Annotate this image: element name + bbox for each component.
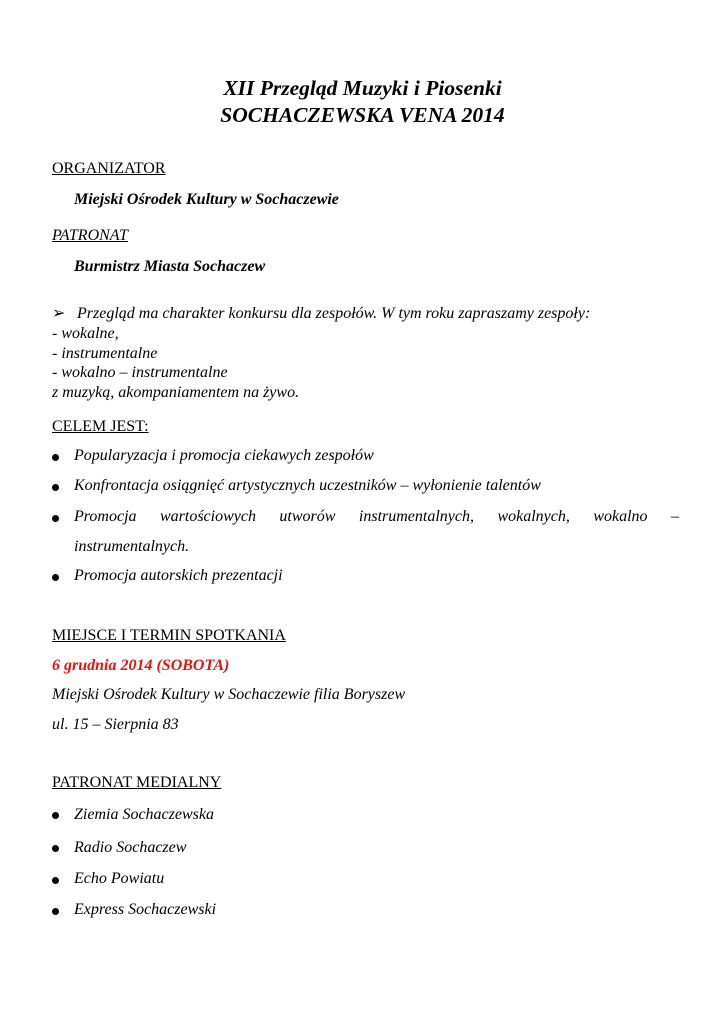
- bullet-icon: [52, 484, 59, 491]
- bullet-icon: [52, 908, 59, 915]
- bullet-icon: [52, 574, 59, 581]
- bullet-icon: [52, 812, 59, 819]
- venue-address: ul. 15 – Sierpnia 83: [52, 716, 179, 733]
- intro-item: - wokalno – instrumentalne: [52, 364, 228, 381]
- goal-item-word: wokalnych,: [497, 508, 570, 525]
- intro-text: Przegląd ma charakter konkursu dla zespołów. W tym roku zapraszamy zespoły:: [77, 305, 591, 322]
- venue-heading: MIEJSCE I TERMIN SPOTKANIA: [52, 627, 286, 644]
- patron-heading: PATRONAT: [52, 227, 128, 244]
- goal-item-word: wartościowych: [159, 508, 256, 525]
- media-heading: PATRONAT MEDIALNY: [52, 774, 222, 791]
- goal-item-justified: [74, 508, 679, 526]
- goals-heading: CELEM JEST:: [52, 418, 149, 435]
- title-line-1: XII Przegląd Muzyki i Piosenki: [223, 76, 502, 100]
- organizer-name: Miejski Ośrodek Kultury w Sochaczewie: [74, 191, 339, 208]
- media-item: Echo Powiatu: [74, 870, 165, 887]
- title-line-2: SOCHACZEWSKA VENA 2014: [220, 103, 505, 127]
- goal-item: Konfrontacja osiągnięć artystycznych uczestników – wyłonienie talentów: [74, 477, 541, 494]
- patron-name: Burmistrz Miasta Sochaczew: [74, 258, 266, 275]
- goal-item: Promocja autorskich prezentacji: [74, 567, 283, 584]
- intro-closing: z muzyką, akompaniamentem na żywo.: [52, 384, 300, 401]
- bullet-icon: [52, 515, 59, 522]
- goal-item-continuation: instrumentalnych.: [74, 538, 190, 555]
- bullet-icon: [52, 454, 59, 461]
- media-item: Ziemia Sochaczewska: [74, 806, 214, 823]
- intro-item: - instrumentalne: [52, 345, 158, 362]
- goal-item-word: Promocja: [74, 508, 137, 525]
- organizer-heading: ORGANIZATOR: [52, 160, 166, 177]
- intro-item: - wokalne,: [52, 325, 119, 342]
- bullet-icon: [52, 845, 59, 852]
- goal-item-word: wokalno: [593, 508, 648, 525]
- goal-item-word: instrumentalnych,: [358, 508, 474, 525]
- venue-date: 6 grudnia 2014 (SOBOTA): [52, 657, 230, 674]
- goal-item: Popularyzacja i promocja ciekawych zespołów: [74, 447, 374, 464]
- venue-place: Miejski Ośrodek Kultury w Sochaczewie filia Boryszew: [52, 686, 406, 703]
- goal-item-word: utworów: [279, 508, 336, 525]
- media-item: Radio Sochaczew: [74, 839, 187, 856]
- bullet-icon: [52, 877, 59, 884]
- arrow-icon: ➢: [52, 305, 66, 322]
- media-item: Express Sochaczewski: [74, 901, 217, 918]
- goal-item-word: –: [670, 508, 679, 525]
